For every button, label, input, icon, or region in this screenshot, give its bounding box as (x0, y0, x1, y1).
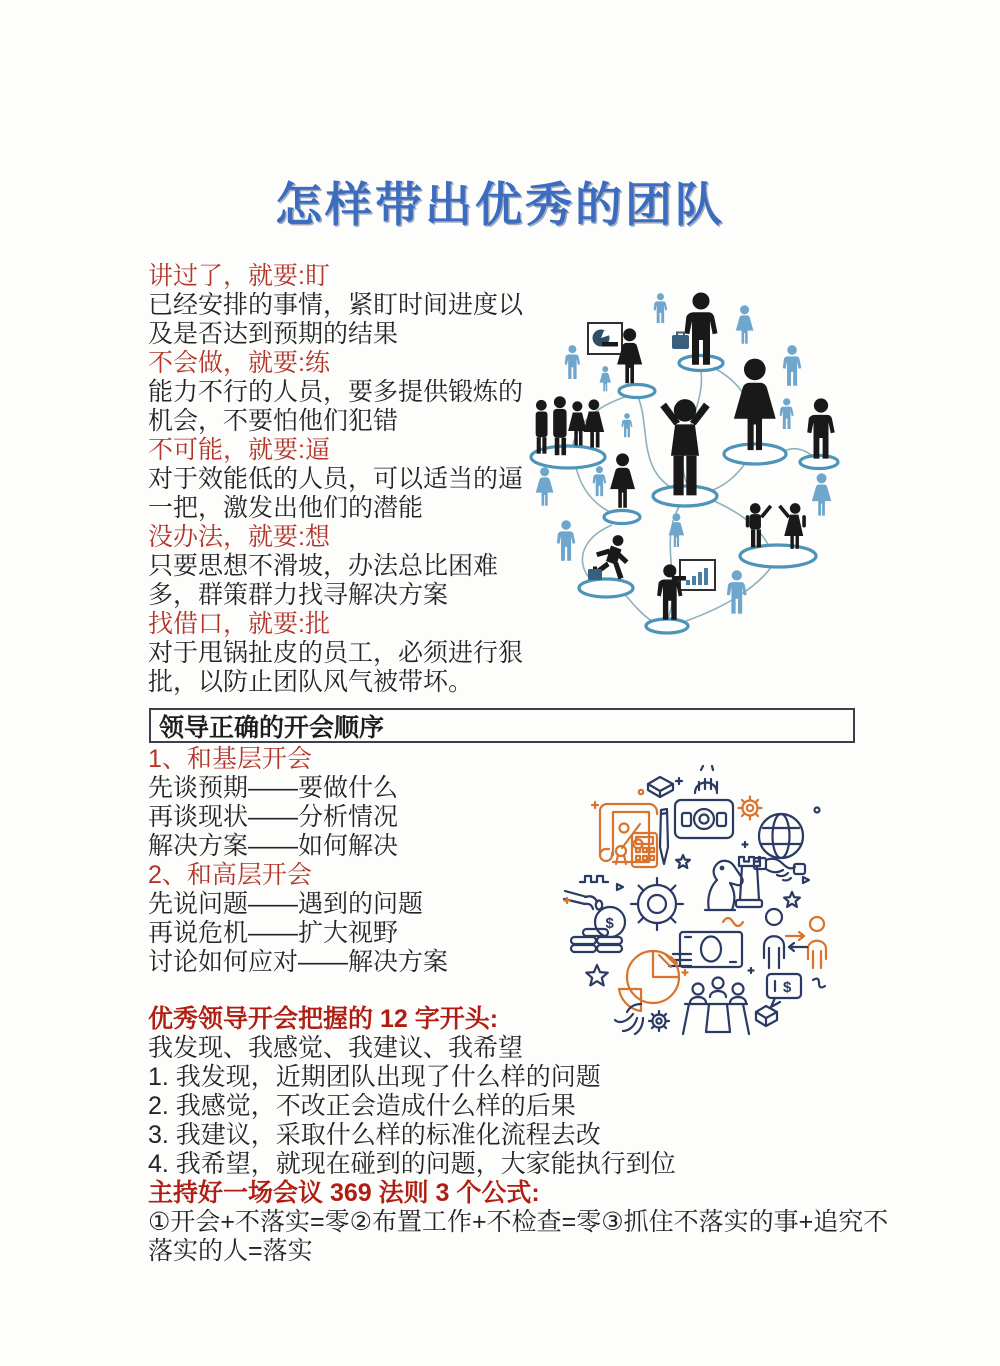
meeting-group-heading: 1、和基层开会 (148, 745, 312, 773)
meeting-step: 先谈预期——要做什么 (148, 774, 399, 802)
doodle-sparkles (565, 778, 826, 987)
principle-body: 只要思想不滑坡，办法总比困难多，群策群力找寻解决方案 (148, 552, 499, 609)
opening-line: 1. 我发现，近期团队出现了什么样的问题 (148, 1063, 601, 1091)
standing-man-figure (807, 398, 835, 458)
meeting-step: 解决方案——如何解决 (148, 832, 399, 860)
globe-icon (759, 814, 803, 858)
meeting-order-section (148, 745, 618, 977)
bar-chart-presenter-figure (657, 560, 715, 620)
meeting-step: 先说问题——遇到的问题 (148, 890, 424, 918)
banknote-icon (669, 932, 742, 967)
network-platforms (531, 356, 838, 634)
opening-heading: 优秀领导开会把握的 12 字开头: (148, 1005, 499, 1033)
opening-line: 2. 我感觉，不改正会造成什么样的后果 (148, 1092, 576, 1120)
pen-icon (660, 809, 668, 864)
formula-heading: 主持好一场会议 369 法则 3 个公式: (148, 1179, 540, 1207)
principle-body: 对于甩锅扯皮的员工，必须进行狠批，以防止团队风气被带坏。 (148, 639, 524, 696)
pie-chart-presenter-figure (588, 323, 642, 383)
svg-text:$: $ (605, 915, 614, 932)
gear-small-icon (739, 797, 762, 820)
people-exchange-icon (764, 909, 826, 968)
meeting-group-heading: 2、和高层开会 (148, 861, 312, 889)
standing-woman-figure (610, 453, 635, 507)
meeting-opening-section (148, 1005, 910, 1266)
coaching-principles-section (148, 262, 530, 697)
opening-line: 3. 我建议，采取什么样的标准化流程去改 (148, 1121, 601, 1149)
formula-text: ①开会+不落实=零②布置工作+不检查=零③抓住不落实的事+追究不落实的人=落实 (148, 1208, 889, 1265)
meeting-step: 再说危机——扩大视野 (148, 919, 399, 947)
principle-heading: 没办法，就要:想 (148, 523, 330, 551)
principle-body: 能力不行的人员，要多提供锻炼的机会，不要怕他们犯错 (148, 378, 524, 435)
meeting-order-title-box (149, 708, 855, 743)
team-network-illustration (520, 270, 850, 645)
principle-body: 已经安排的事情，紧盯时间进度以及是否达到预期的结果 (148, 291, 524, 348)
high-five-pair-figure (746, 503, 806, 549)
meeting-order-title: 领导正确的开会顺序 (159, 713, 385, 742)
principle-heading: 不可能，就要:逼 (148, 436, 330, 464)
page-title: 怎样带出优秀的团队 (275, 178, 725, 231)
principle-body: 对于效能低的人员，可以适当的逼一把，激发出他们的潜能 (148, 465, 524, 522)
dollar-speech-bubble-icon (767, 974, 801, 1007)
running-man-figure (588, 535, 629, 580)
gear-large-icon (631, 878, 683, 930)
meeting-step: 讨论如何应对——解决方案 (148, 948, 449, 976)
cube-icon (648, 777, 673, 797)
principle-heading: 不会做，就要:练 (148, 349, 330, 377)
large-woman-figure (734, 359, 776, 451)
svg-text:$: $ (783, 979, 792, 996)
meeting-step: 再谈现状——分析情况 (148, 803, 399, 831)
opening-line: 4. 我希望，就现在碰到的问题，大家能执行到位 (148, 1150, 676, 1178)
handshake-icon (754, 858, 805, 880)
hand-holding-briefcase-icon (675, 766, 733, 838)
opening-line: 我发现、我感觉、我建议、我希望 (148, 1034, 524, 1062)
chess-rook-icon (736, 857, 762, 907)
businessman-with-briefcase-figure (672, 292, 718, 364)
coin-stacks-icon (571, 929, 622, 952)
principle-heading: 找借口，就要:批 (148, 610, 330, 638)
principle-heading: 讲过了，就要:盯 (148, 262, 330, 290)
